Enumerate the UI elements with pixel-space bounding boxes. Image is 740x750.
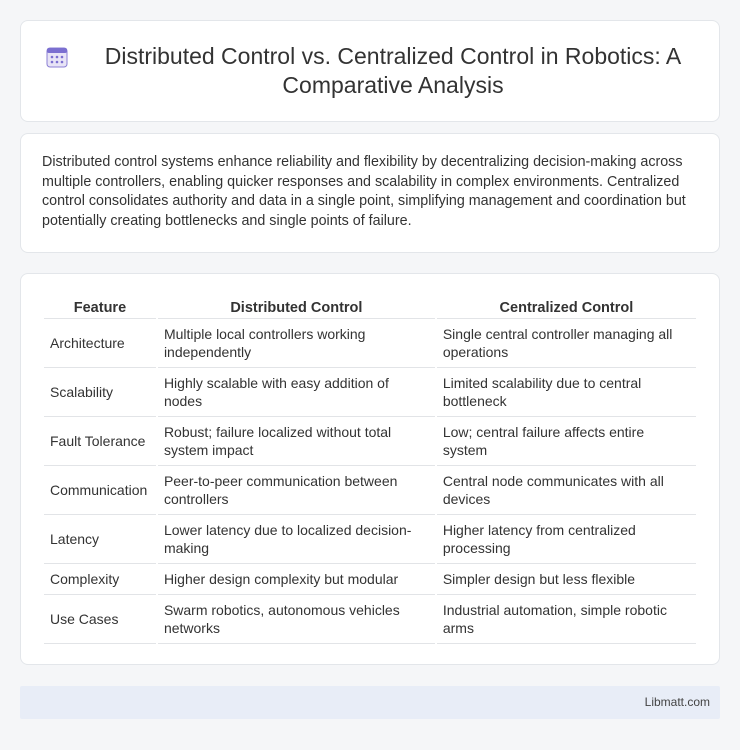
table-row xyxy=(44,466,696,515)
feature-cell: Use Cases xyxy=(44,595,156,644)
distributed-cell: Peer-to-peer communication between controllers xyxy=(158,466,435,515)
distributed-cell: Highly scalable with easy addition of nodes xyxy=(158,368,435,417)
summary-text: Distributed control systems enhance reliability and flexibility by decentralizing decision-making across multiple controllers, enabling quicker responses and scalability in complex environments. Centralized control consolidates authority and data in a single point, simplifying management and coordination but potentially creating bottlenecks and single points of failure. xyxy=(42,154,686,229)
table-row xyxy=(44,564,696,595)
centralized-cell: Low; central failure affects entire system xyxy=(437,417,696,466)
header-card xyxy=(20,20,720,122)
table-row xyxy=(44,417,696,466)
distributed-cell: Swarm robotics, autonomous vehicles networks xyxy=(158,595,435,644)
header-feature: Feature xyxy=(44,296,156,319)
table-row xyxy=(44,515,696,564)
distributed-cell: Lower latency due to localized decision-making xyxy=(158,515,435,564)
comparison-table xyxy=(42,296,698,644)
feature-cell: Architecture xyxy=(44,319,156,368)
distributed-cell: Robust; failure localized without total system impact xyxy=(158,417,435,466)
centralized-cell: Central node communicates with all devices xyxy=(437,466,696,515)
table-row xyxy=(44,595,696,644)
centralized-cell: Limited scalability due to central bottleneck xyxy=(437,368,696,417)
comparison-table-card xyxy=(20,273,720,665)
header-distributed: Distributed Control xyxy=(158,296,435,319)
feature-cell: Fault Tolerance xyxy=(44,417,156,466)
footer-brand-link[interactable]: Libmatt.com xyxy=(644,695,710,709)
centralized-cell: Single central controller managing all operations xyxy=(437,319,696,368)
summary-card xyxy=(20,133,720,253)
distributed-cell: Higher design complexity but modular xyxy=(158,564,435,595)
table-header-row xyxy=(44,296,696,319)
centralized-cell: Simpler design but less flexible xyxy=(437,564,696,595)
distributed-cell: Multiple local controllers working independently xyxy=(158,319,435,368)
footer-bar xyxy=(20,686,720,719)
feature-cell: Communication xyxy=(44,466,156,515)
page-title: Distributed Control vs. Centralized Control in Robotics: A Comparative Analysis xyxy=(104,43,682,98)
header-centralized: Centralized Control xyxy=(437,296,696,319)
feature-cell: Scalability xyxy=(44,368,156,417)
feature-cell: Latency xyxy=(44,515,156,564)
centralized-cell: Higher latency from centralized processing xyxy=(437,515,696,564)
centralized-cell: Industrial automation, simple robotic arms xyxy=(437,595,696,644)
calendar-icon xyxy=(45,45,69,69)
table-row xyxy=(44,319,696,368)
table-row xyxy=(44,368,696,417)
feature-cell: Complexity xyxy=(44,564,156,595)
